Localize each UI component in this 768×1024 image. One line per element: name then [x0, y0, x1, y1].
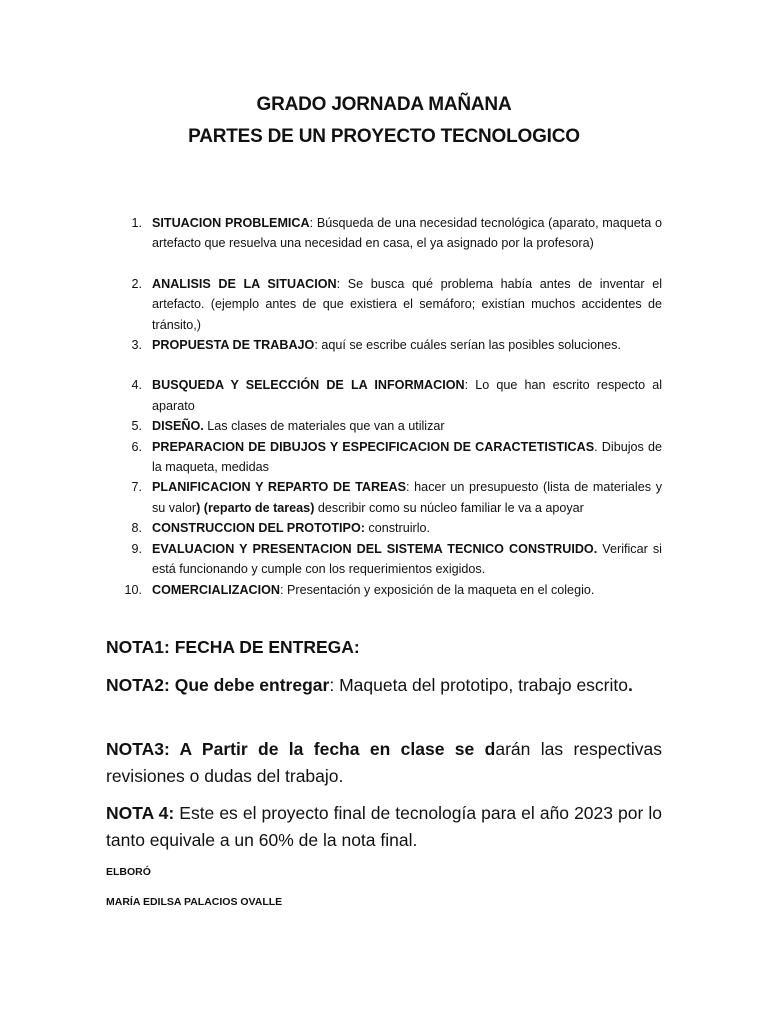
- note-3-heading: NOTA3: A Partir de la fecha en clase se d: [106, 739, 496, 759]
- note-1-delivery-date: NOTA1: FECHA DE ENTREGA:: [106, 637, 360, 657]
- note-4-final-project: [106, 800, 662, 854]
- item-heading: PROPUESTA DE TRABAJO: [152, 338, 315, 353]
- item-text: : hacer un presupuesto (lista de materiales y su valor: [152, 480, 662, 515]
- item-text: Las clases de materiales que van a utilizar: [203, 419, 445, 434]
- item-text: construirlo.: [364, 521, 431, 536]
- list-item: [118, 539, 662, 580]
- item-number: 7.: [131, 480, 142, 495]
- item-number: 3.: [131, 338, 142, 353]
- list-item: [118, 437, 662, 478]
- item-heading: PREPARACION DE DIBUJOS Y ESPECIFICACION DE CARACTETISTICAS: [152, 439, 595, 454]
- item-heading: CONSTRUCCION DEL PROTOTIPO:: [152, 521, 365, 536]
- note-2-deliverables: [106, 672, 662, 699]
- list-item: [118, 416, 662, 436]
- item-text: Verificar si está funcionando y cumple con los requerimientos exigidos.: [152, 541, 662, 577]
- list-item: [118, 335, 662, 355]
- item-heading-secondary: ) (reparto de tareas): [196, 500, 315, 515]
- note-2-heading: NOTA2: Que debe entregar: [106, 675, 330, 695]
- project-steps-list: [118, 213, 662, 600]
- list-item: [118, 274, 662, 335]
- page-title: GRADO JORNADA MAÑANA: [256, 94, 512, 115]
- item-text: : Búsqueda de una necesidad tecnológica (aparato, maqueta o artefacto que resuelva una necesidad en casa, el ya asignado por la profesora): [152, 216, 663, 251]
- author-label: ELBORÓ: [106, 866, 151, 878]
- item-number: 4.: [131, 378, 142, 393]
- item-text: : Presentación y exposición de la maqueta en el colegio.: [280, 582, 595, 597]
- item-heading: DISEÑO.: [152, 419, 204, 434]
- list-item: [118, 477, 662, 518]
- item-number: 10.: [124, 582, 142, 597]
- note-2-text: : Maqueta del prototipo, trabajo escrito: [329, 675, 628, 695]
- item-heading: COMERCIALIZACION: [152, 582, 281, 597]
- item-number: 6.: [131, 439, 142, 454]
- list-item: [118, 580, 662, 600]
- note-3-text: arán las respectivas revisiones o dudas del trabajo.: [106, 739, 662, 786]
- item-heading: PLANIFICACION Y REPARTO DE TAREAS: [152, 480, 407, 495]
- note-4-heading: NOTA 4:: [106, 803, 175, 823]
- item-text: : Lo que han escrito respecto al aparato: [152, 378, 662, 413]
- item-text: . Dibujos de la maqueta, medidas: [152, 439, 662, 475]
- item-number: 8.: [131, 521, 142, 536]
- page-subtitle: PARTES DE UN PROYECTO TECNOLOGICO: [188, 126, 580, 147]
- item-number: 9.: [131, 541, 142, 556]
- item-heading: EVALUACION Y PRESENTACION DEL SISTEMA TECNICO CONSTRUIDO.: [152, 541, 598, 556]
- note-3-reviews: [106, 736, 662, 790]
- list-item: [118, 375, 662, 416]
- author-name: MARÍA EDILSA PALACIOS OVALLE: [106, 896, 283, 908]
- item-number: 2.: [131, 276, 142, 291]
- item-number: 5.: [131, 419, 142, 434]
- item-text: : aquí se escribe cuáles serían las posibles soluciones.: [314, 338, 621, 353]
- item-number: 1.: [131, 216, 142, 230]
- item-heading: ANALISIS DE LA SITUACION: [152, 276, 337, 291]
- note-2-end: .: [628, 675, 633, 695]
- item-heading: SITUACION PROBLEMICA: [152, 216, 310, 230]
- item-text: : Se busca qué problema había antes de inventar el artefacto. (ejemplo antes de que existiera el semáforo; existían muchos accidentes de tránsito,): [152, 276, 662, 332]
- note-4-text: Este es el proyecto final de tecnología para el año 2023 por lo tanto equivale a un 60% de la nota final.: [106, 803, 662, 850]
- item-heading: BUSQUEDA Y SELECCIÓN DE LA INFORMACION: [152, 378, 465, 393]
- list-item: [118, 518, 662, 538]
- item-text-secondary: describir como su núcleo familiar le va a apoyar: [314, 500, 584, 515]
- list-item: [118, 213, 662, 254]
